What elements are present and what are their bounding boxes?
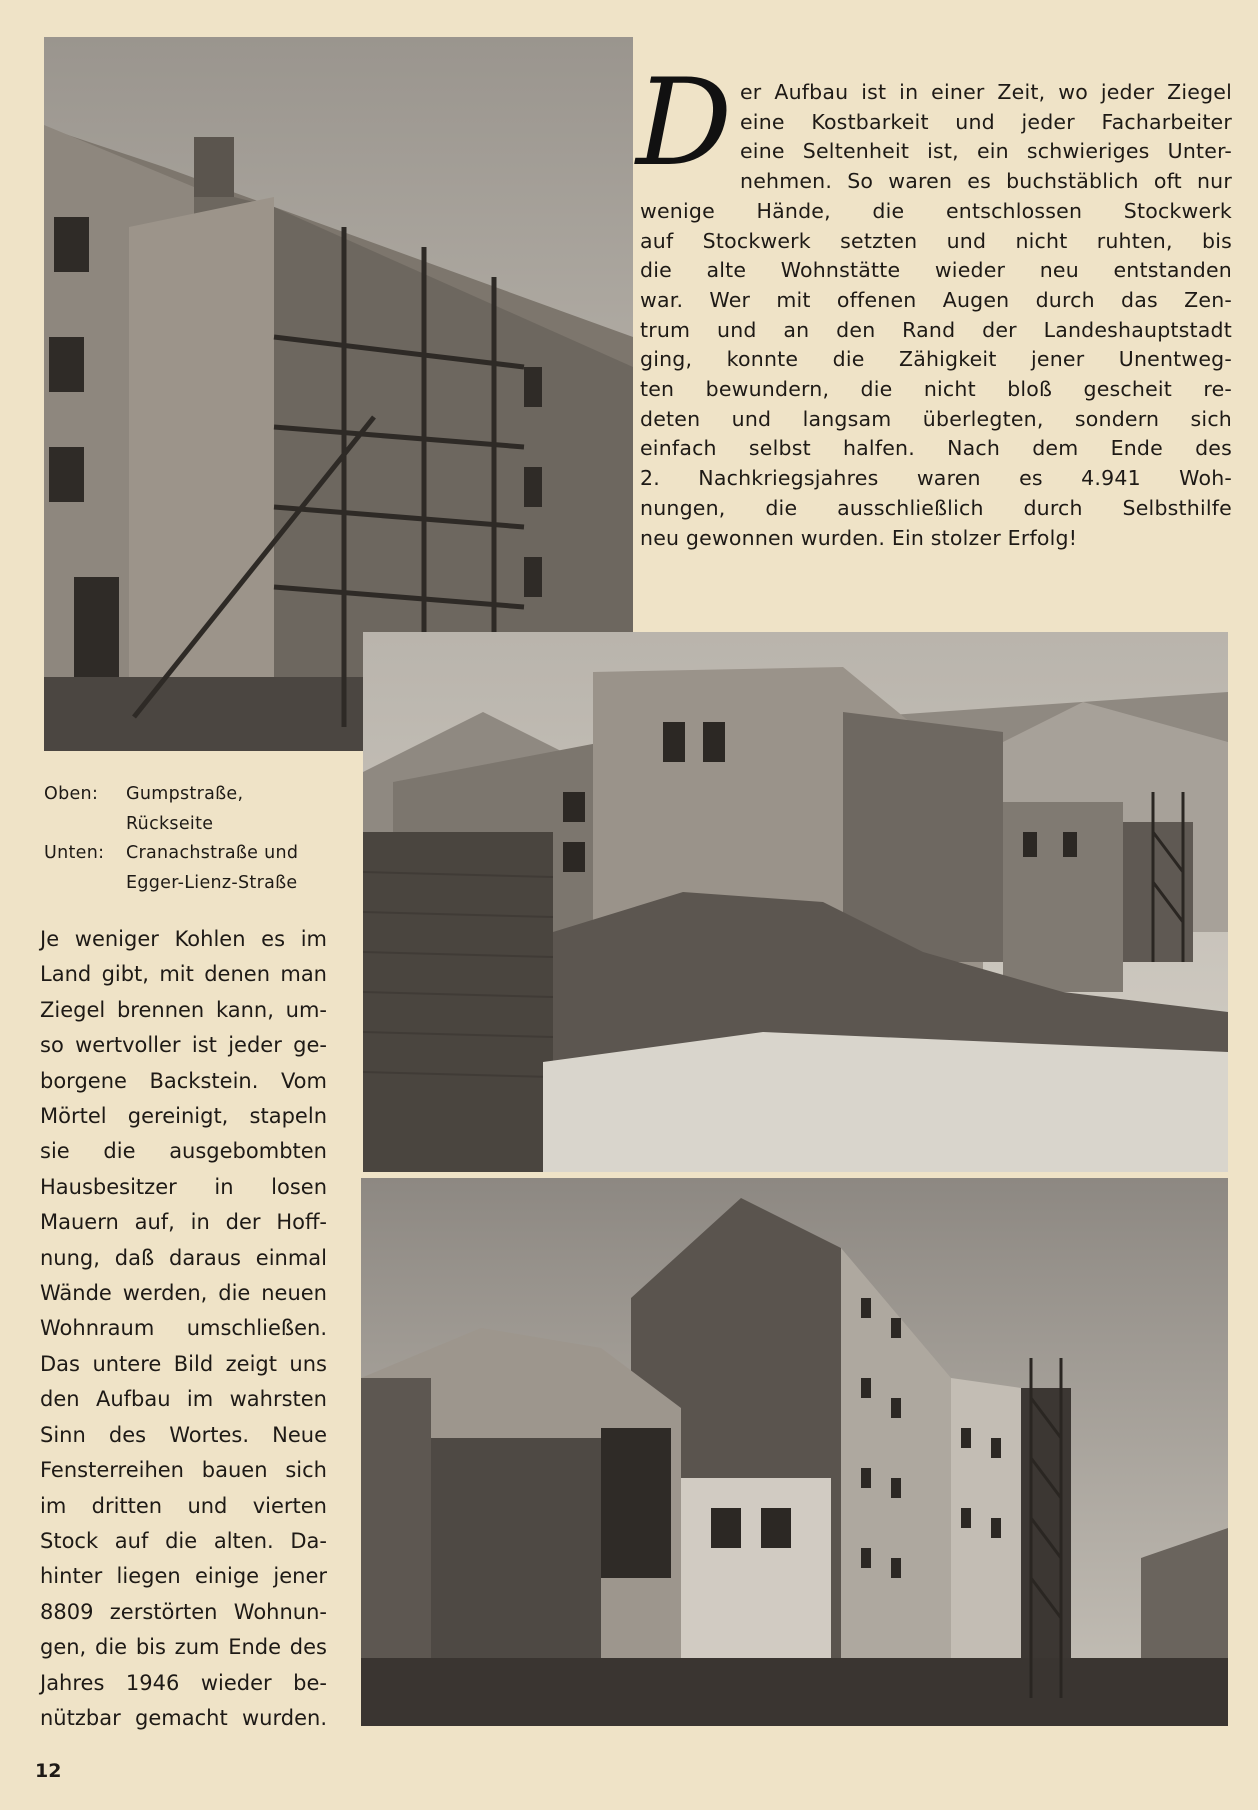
side-line: Mörtel gereinigt, stapeln (40, 1104, 327, 1129)
caption-top-line2: Rückseite (126, 813, 214, 834)
intro-line: er Aufbau ist in einer Zeit, wo jeder Ziegel (740, 80, 1232, 104)
side-line: Stock auf die alten. Da- (40, 1528, 327, 1553)
caption-key-bottom: Unten: (44, 843, 105, 864)
intro-line: trum und an den Rand der Landeshauptstadt (640, 317, 1232, 342)
caption-key-top: Oben: (44, 784, 99, 804)
intro-line: nungen, die ausschließlich durch Selbsthilfe (640, 495, 1232, 520)
photo-cranachstrasse (363, 632, 1228, 1172)
side-line: Ziegel brennen kann, um- (40, 997, 327, 1022)
intro-line: auf Stockwerk setzten und nicht ruhten, bis (640, 228, 1232, 253)
intro-line: war. Wer mit offenen Augen durch das Zen- (640, 287, 1232, 312)
photo-cranachstrasse-image (363, 632, 1228, 1172)
intro-line: wenige Hände, die entschlossen Stockwerk (640, 198, 1232, 223)
caption-bottom-line2: Egger-Lienz-Straße (126, 872, 298, 893)
photo-egger-lienz-strasse (361, 1178, 1228, 1726)
side-line: Je weniger Kohlen es im (40, 927, 327, 951)
side-line: Sinn des Wortes. Neue (40, 1422, 327, 1447)
intro-line: die alte Wohnstätte wieder neu entstanden (640, 258, 1232, 283)
intro-paragraph (636, 54, 1232, 553)
intro-line: ging, konnte die Zähigkeit jener Unentweg- (640, 347, 1232, 372)
side-line: Hausbesitzer in losen (40, 1174, 327, 1199)
side-line: Mauern auf, in der Hoff- (40, 1210, 327, 1235)
side-line: 8809 zerstörten Wohnun- (40, 1599, 327, 1624)
photo-captions (44, 780, 344, 898)
intro-line: eine Seltenheit ist, ein schwieriges Unter- (740, 139, 1232, 164)
photo-egger-lienz-strasse-image (361, 1178, 1228, 1726)
drop-cap: D (636, 54, 733, 193)
side-column-text (40, 922, 327, 1736)
intro-line: 2. Nachkriegsjahres waren es 4.941 Woh- (640, 466, 1232, 491)
side-line: Das untere Bild zeigt uns (40, 1351, 327, 1376)
caption-top-line1: Gumpstraße, (126, 784, 244, 804)
side-line: sie die ausgebombten (40, 1139, 327, 1164)
side-line: so wertvoller ist jeder ge- (40, 1033, 327, 1058)
side-line: Jahres 1946 wieder be- (40, 1670, 327, 1695)
side-line: den Aufbau im wahrsten (40, 1387, 327, 1412)
intro-line: einfach selbst halfen. Nach dem Ende des (640, 436, 1232, 461)
side-line: borgene Backstein. Vom (40, 1068, 327, 1093)
side-line: im dritten und vierten (40, 1493, 327, 1518)
side-line: Wände werden, die neuen (40, 1281, 327, 1306)
intro-line: neu gewonnen wurden. Ein stolzer Erfolg! (640, 525, 1078, 550)
intro-line: nehmen. So waren es buchstäblich oft nur (740, 169, 1232, 194)
page-number: 12 (35, 1760, 62, 1782)
side-line: hinter liegen einige jener (40, 1564, 327, 1589)
side-line: Fensterreihen bauen sich (40, 1458, 327, 1483)
intro-line: deten und langsam überlegten, sondern sich (640, 406, 1232, 431)
intro-line: eine Kostbarkeit und jeder Facharbeiter (740, 109, 1232, 134)
intro-line: ten bewundern, die nicht bloß gescheit re- (640, 377, 1232, 402)
side-line: gen, die bis zum Ende des (40, 1635, 327, 1660)
side-line: Land gibt, mit denen man (40, 962, 327, 987)
caption-bottom-line1: Cranachstraße und (126, 843, 299, 864)
side-line: Wohnraum umschließen. (40, 1316, 327, 1341)
side-line: nung, daß daraus einmal (40, 1245, 327, 1270)
side-line: nützbar gemacht wurden. (40, 1705, 327, 1730)
